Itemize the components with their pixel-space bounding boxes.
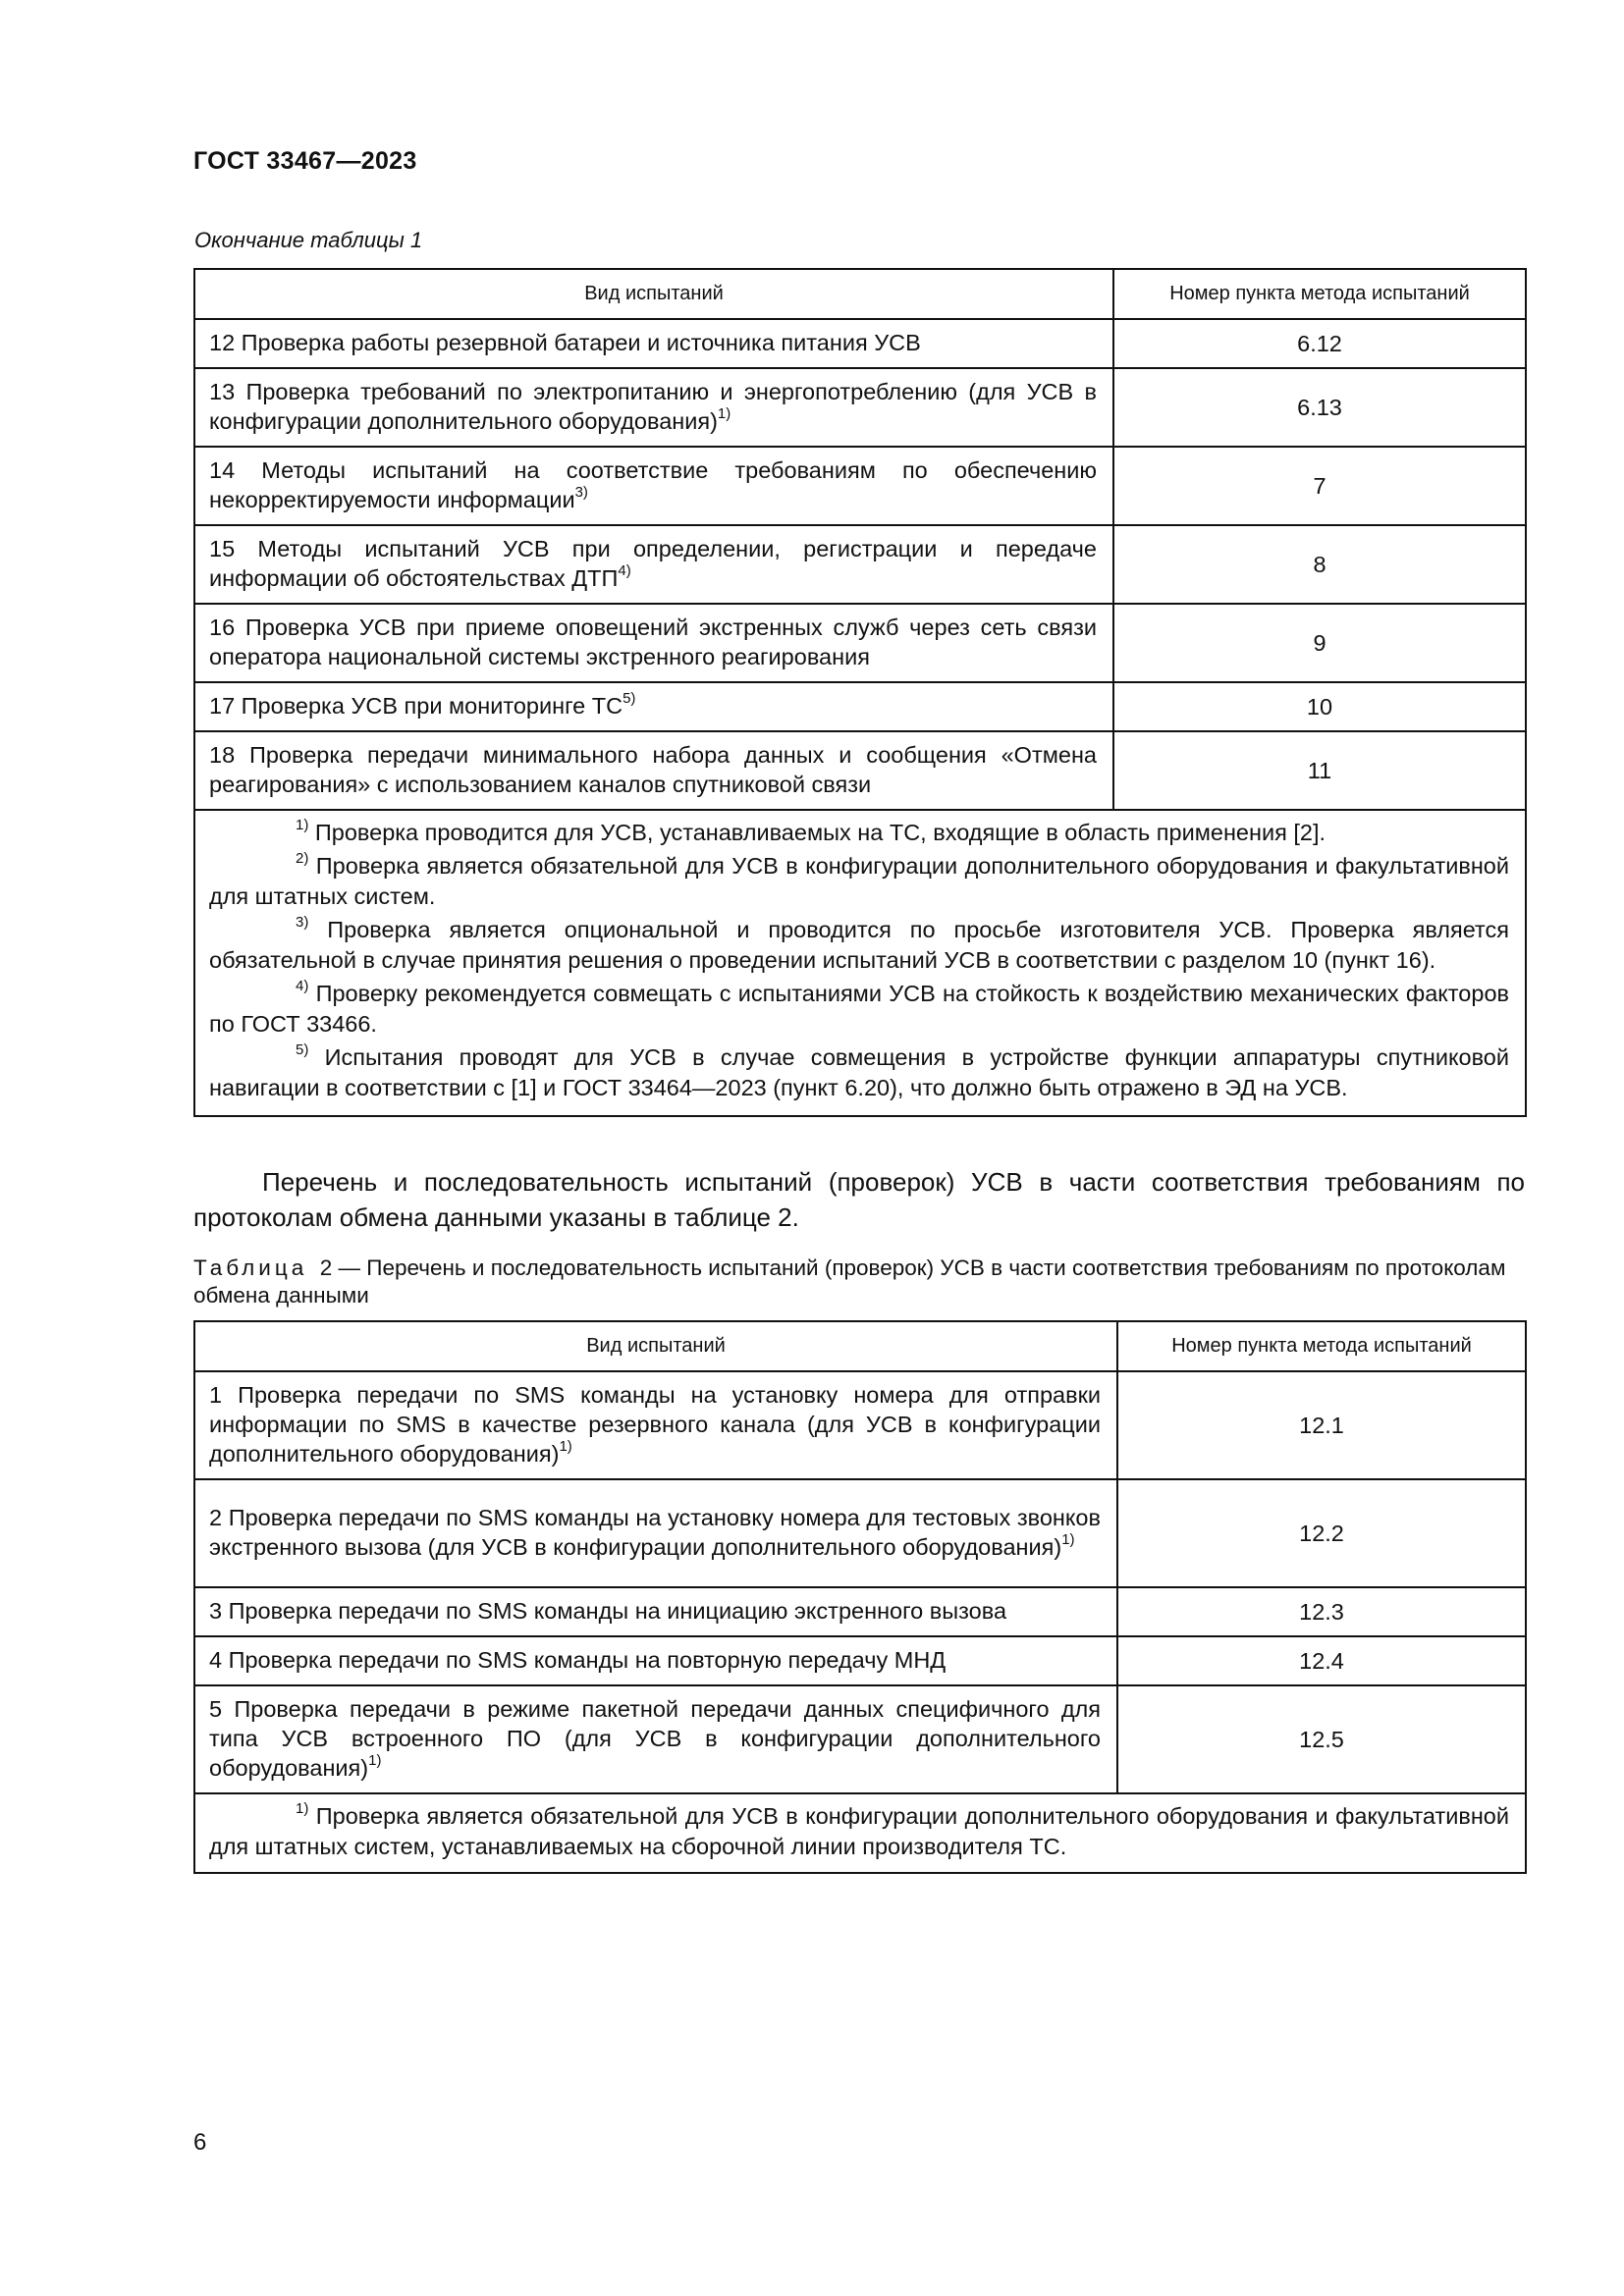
- table-row: [194, 1479, 1526, 1587]
- table-header-row: [194, 269, 1526, 319]
- page-number: 6: [193, 2129, 207, 2156]
- clause-number-cell: 12.4: [1117, 1636, 1526, 1685]
- table-row: [194, 319, 1526, 368]
- table1-continuation-label: Окончание таблицы 1: [194, 228, 423, 252]
- test-name-cell: 2 Проверка передачи по SMS команды на установку номера для тестовых звонков экстренного вызова (для УСВ в конфигурации дополнительного оборудования)$^{1)}$: [194, 1479, 1117, 1587]
- footnote: $^{2)}$ Проверка является обязательной для УСВ в конфигурации дополнительного оборудования и факультативной для штатных систем.: [209, 850, 1509, 909]
- table-row: [194, 1685, 1526, 1793]
- test-name-cell: 14 Методы испытаний на соответствие требованиям по обеспечению некорректируемости информации$^{3)}$: [194, 447, 1113, 525]
- clause-number-cell: 6.12: [1113, 319, 1526, 368]
- clause-number-cell: 9: [1113, 604, 1526, 682]
- clause-number-cell: 8: [1113, 525, 1526, 604]
- column-header-clause-number: Номер пункта метода испытаний: [1117, 1321, 1526, 1371]
- test-name-cell: 3 Проверка передачи по SMS команды на инициацию экстренного вызова: [194, 1587, 1117, 1636]
- table-row: [194, 368, 1526, 447]
- test-name-cell: 12 Проверка работы резервной батареи и источника питания УСВ: [194, 319, 1113, 368]
- test-name-cell: 13 Проверка требований по электропитанию и энергопотреблению (для УСВ в конфигурации дополнительного оборудования)$^{1)}$: [194, 368, 1113, 447]
- test-name-cell: 4 Проверка передачи по SMS команды на повторную передачу МНД: [194, 1636, 1117, 1685]
- footnote: $^{3)}$ Проверка является опциональной и проводится по просьбе изготовителя УСВ. Проверка является обязательной в случае принятия решения о проведении испытаний УСВ в соответствии с разделом 10 (пункт 16).: [209, 914, 1509, 973]
- clause-number-cell: 11: [1113, 731, 1526, 810]
- document-code-header: ГОСТ 33467—2023: [193, 147, 417, 175]
- column-header-clause-number: Номер пункта метода испытаний: [1113, 269, 1526, 319]
- table-row: [194, 1371, 1526, 1479]
- footnote: $^{5)}$ Испытания проводят для УСВ в случае совмещения в устройстве функции аппаратуры спутниковой навигации в соответствии с [1] и ГОСТ 33464—2023 (пункт 6.20), что должно быть отражено в ЭД на УСВ.: [209, 1041, 1509, 1100]
- clause-number-cell: 10: [1113, 682, 1526, 731]
- column-header-test-type: Вид испытаний: [194, 269, 1113, 319]
- test-name-cell: 18 Проверка передачи минимального набора данных и сообщения «Отмена реагирования» с использованием каналов спутниковой связи: [194, 731, 1113, 810]
- table-row: [194, 682, 1526, 731]
- footnote: $^{1)}$ Проверка проводится для УСВ, устанавливаемых на ТС, входящие в область применения [2].: [296, 817, 1326, 845]
- table2-label: Таблица: [193, 1255, 308, 1280]
- table-footnotes: [194, 1793, 1526, 1873]
- table-2: [193, 1320, 1527, 1874]
- clause-number-cell: 6.13: [1113, 368, 1526, 447]
- table2-number: 2: [319, 1255, 333, 1280]
- table2-caption: [193, 1255, 1525, 1309]
- footnote: $^{4)}$ Проверку рекомендуется совмещать с испытаниями УСВ на стойкость к воздействию механических факторов по ГОСТ 33466.: [209, 978, 1509, 1037]
- table-footnotes-row: [194, 810, 1526, 1116]
- test-name-cell: 17 Проверка УСВ при мониторинге ТС$^{5)}$: [194, 682, 1113, 731]
- table-row: [194, 1636, 1526, 1685]
- table-row: [194, 731, 1526, 810]
- column-header-test-type: Вид испытаний: [194, 1321, 1117, 1371]
- body-paragraph: Перечень и последовательность испытаний (проверок) УСВ в части соответствия требованиям по протоколам обмена данными указаны в таблице 2.: [193, 1167, 1525, 1232]
- table2-title: — Перечень и последовательность испытаний (проверок) УСВ в части соответствия требованиям по протоколам обмена данными: [193, 1255, 1506, 1308]
- table-row: [194, 447, 1526, 525]
- table-row: [194, 1587, 1526, 1636]
- test-name-cell: 1 Проверка передачи по SMS команды на установку номера для отправки информации по SMS в качестве резервного канала (для УСВ в конфигурации дополнительного оборудования)$^{1)}$: [194, 1371, 1117, 1479]
- table-row: [194, 525, 1526, 604]
- clause-number-cell: 12.1: [1117, 1371, 1526, 1479]
- clause-number-cell: 12.5: [1117, 1685, 1526, 1793]
- clause-number-cell: 12.3: [1117, 1587, 1526, 1636]
- test-name-cell: 5 Проверка передачи в режиме пакетной передачи данных специфичного для типа УСВ встроенного ПО (для УСВ в конфигурации дополнительного оборудования)$^{1)}$: [194, 1685, 1117, 1793]
- clause-number-cell: 12.2: [1117, 1479, 1526, 1587]
- clause-number-cell: 7: [1113, 447, 1526, 525]
- table-footnotes-row: [194, 1793, 1526, 1873]
- table-header-row: [194, 1321, 1526, 1371]
- table-row: [194, 604, 1526, 682]
- footnote: $^{1)}$ Проверка является обязательной для УСВ в конфигурации дополнительного оборудования и факультативной для штатных систем, устанавливаемых на сборочной линии производителя ТС.: [209, 1800, 1509, 1859]
- table-footnotes: [194, 810, 1526, 1116]
- test-name-cell: 16 Проверка УСВ при приеме оповещений экстренных служб через сеть связи оператора национальной системы экстренного реагирования: [194, 604, 1113, 682]
- table-1: [193, 268, 1527, 1117]
- test-name-cell: 15 Методы испытаний УСВ при определении, регистрации и передаче информации об обстоятельствах ДТП$^{4)}$: [194, 525, 1113, 604]
